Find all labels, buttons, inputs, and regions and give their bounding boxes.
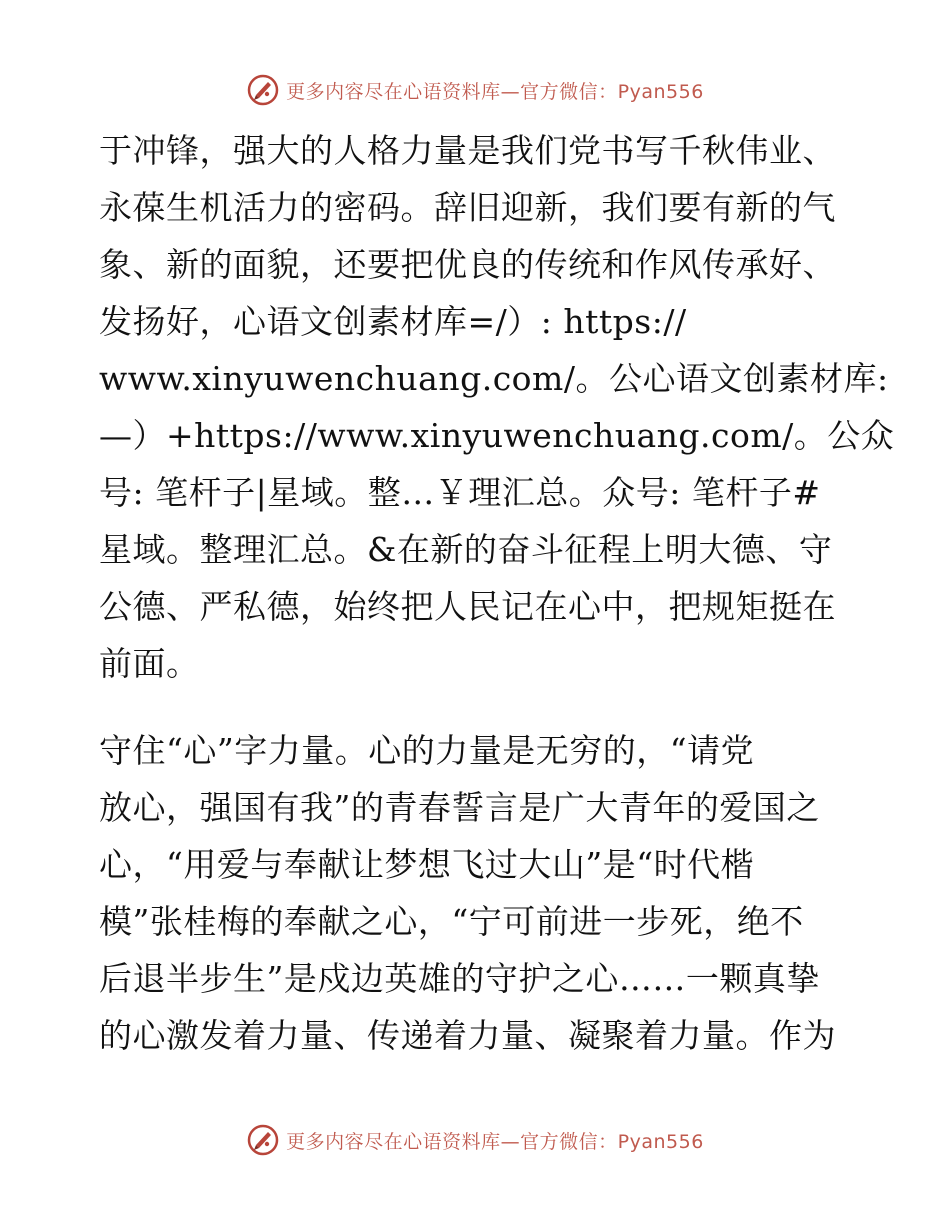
paragraph-2 — [99, 722, 859, 1064]
header-watermark-banner — [0, 70, 950, 110]
text-line: 的心激发着力量、传递着力量、凝聚着力量。作为 — [99, 1016, 836, 1055]
text-line: 后退半步生”是戍边英雄的守护之心……一颗真挚 — [99, 959, 820, 998]
text-line: 于冲锋，强大的人格力量是我们党书写千秋伟业、 — [99, 131, 836, 170]
text-line: www.xinyuwenchuang.com/。公心语文创素材库: — [99, 359, 889, 398]
text-line: 心，“用爱与奉献让梦想飞过大山”是“时代楷 — [99, 845, 755, 884]
text-line: 公德、严私德，始终把人民记在心中，把规矩挺在 — [99, 587, 836, 626]
paragraph-1 — [99, 122, 895, 692]
text-line: 发扬好，心语文创素材库=/）: https:// — [99, 302, 687, 341]
text-line: 永葆生机活力的密码。辞旧迎新，我们要有新的气 — [99, 188, 836, 227]
text-line: 模”张桂梅的奉献之心，“宁可前进一步死，绝不 — [99, 902, 804, 941]
text-line: 前面。 — [99, 644, 200, 683]
footer-watermark-banner — [0, 1120, 950, 1160]
document-body — [99, 122, 895, 1064]
text-line: 星域。整理汇总。&在新的奋斗征程上明大德、守 — [99, 530, 833, 569]
watermark-text: 更多内容尽在心语资料库—官方微信：Pyan556 — [286, 80, 704, 103]
text-line: 号: 笔杆子|星域。整…￥理汇总。众号: 笔杆子# — [99, 473, 821, 512]
brand-logo-icon — [246, 73, 280, 107]
brand-logo-icon — [246, 1123, 280, 1157]
text-line: 象、新的面貌，还要把优良的传统和作风传承好、 — [99, 245, 836, 284]
text-line: —）+https://www.xinyuwenchuang.com/。公众 — [99, 416, 895, 455]
watermark-text: 更多内容尽在心语资料库—官方微信：Pyan556 — [286, 1130, 704, 1153]
text-line: 放心，强国有我”的青春誓言是广大青年的爱国之 — [99, 788, 820, 827]
text-line: 守住“心”字力量。心的力量是无穷的，“请党 — [99, 731, 755, 770]
